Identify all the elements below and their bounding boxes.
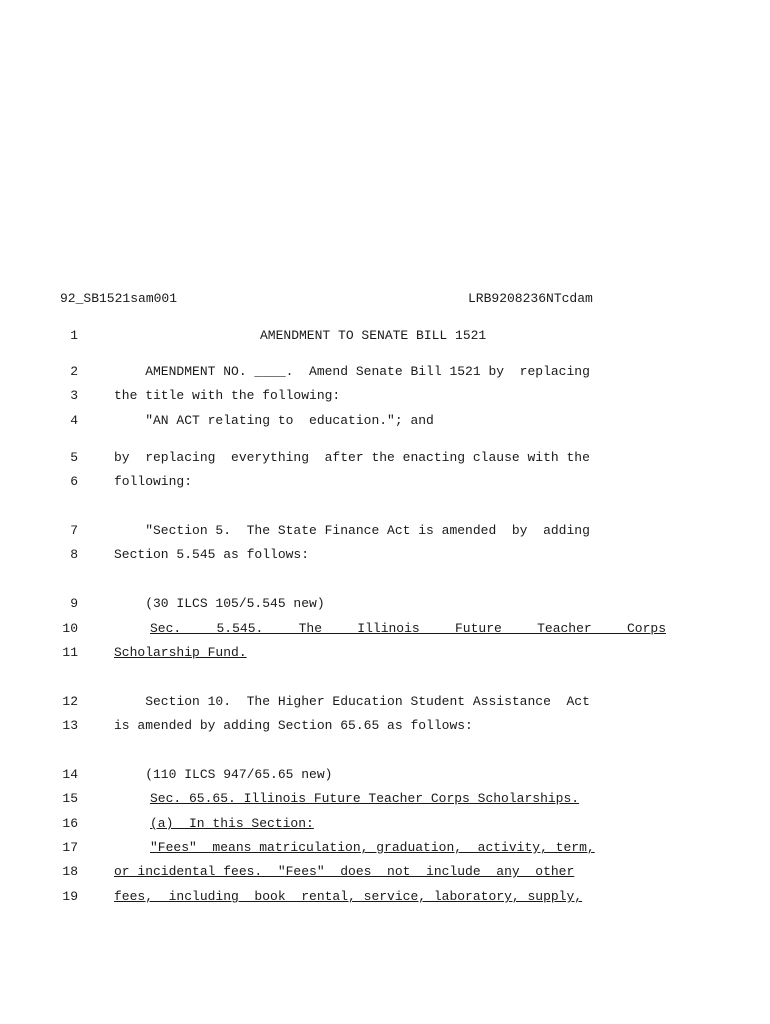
document-line xyxy=(0,547,770,565)
line-text: Section 5.545 as follows: xyxy=(114,547,310,562)
document-line xyxy=(0,364,770,382)
document-line xyxy=(0,889,770,907)
line-number: 19 xyxy=(62,889,78,904)
line-text: is amended by adding Section 65.65 as follows: xyxy=(114,718,473,733)
line-number: 17 xyxy=(62,840,78,855)
line-number: 18 xyxy=(62,864,78,879)
inserted-text: Sec. 65.65. Illinois Future Teacher Corps Scholarships. xyxy=(150,791,580,806)
line-number: 4 xyxy=(70,413,78,428)
line-text: "AN ACT relating to education."; and xyxy=(114,413,434,428)
inserted-text: Sec. 5.545. The Illinois Future Teacher Corps xyxy=(150,621,666,636)
inserted-text: or incidental fees. "Fees" does not include any other xyxy=(114,864,575,879)
document-line xyxy=(0,621,770,639)
line-number: 11 xyxy=(62,645,78,660)
line-number: 2 xyxy=(70,364,78,379)
line-number: 3 xyxy=(70,388,78,403)
line-number: 6 xyxy=(70,474,78,489)
line-text: (110 ILCS 947/65.65 new) xyxy=(114,767,333,782)
line-number: 15 xyxy=(62,791,78,806)
line-number: 9 xyxy=(70,596,78,611)
line-number: 10 xyxy=(62,621,78,636)
document-line xyxy=(0,413,770,431)
document-line xyxy=(0,645,770,663)
document-line xyxy=(0,474,770,492)
document-line xyxy=(0,718,770,736)
document-id: 92_SB1521sam001 xyxy=(60,291,178,306)
line-number: 7 xyxy=(70,523,78,538)
document-line xyxy=(0,523,770,541)
document-line xyxy=(0,450,770,468)
amendment-title: AMENDMENT TO SENATE BILL 1521 xyxy=(260,328,487,343)
line-text-underlined xyxy=(150,621,666,636)
line-text: Section 10. The Higher Education Student Assistance Act xyxy=(114,694,590,709)
line-number: 8 xyxy=(70,547,78,562)
document-line xyxy=(0,840,770,858)
line-text-underlined xyxy=(150,840,595,855)
document-line xyxy=(0,328,770,346)
inserted-text: (a) In this Section: xyxy=(150,816,314,831)
inserted-text: "Fees" means matriculation, graduation, activity, term, xyxy=(150,840,595,855)
document-line xyxy=(0,596,770,614)
line-number: 14 xyxy=(62,767,78,782)
line-number: 16 xyxy=(62,816,78,831)
line-text: (30 ILCS 105/5.545 new) xyxy=(114,596,325,611)
document-line xyxy=(0,388,770,406)
document-line xyxy=(0,816,770,834)
lrb-number: LRB9208236NTcdam xyxy=(468,291,593,306)
document-line xyxy=(0,767,770,785)
line-text: AMENDMENT NO. ____. Amend Senate Bill 1521 by replacing xyxy=(114,364,590,379)
line-number: 1 xyxy=(70,328,78,343)
line-number: 5 xyxy=(70,450,78,465)
line-text: the title with the following: xyxy=(114,388,341,403)
line-number: 12 xyxy=(62,694,78,709)
line-text-underlined xyxy=(150,816,314,831)
inserted-text: Scholarship Fund. xyxy=(114,645,247,660)
document-line xyxy=(0,864,770,882)
line-indent xyxy=(114,621,145,636)
line-text: "Section 5. The State Finance Act is amended by adding xyxy=(114,523,590,538)
line-number: 13 xyxy=(62,718,78,733)
document-line xyxy=(0,791,770,809)
line-text: by replacing everything after the enacting clause with the xyxy=(114,450,590,465)
line-text-underlined xyxy=(150,791,579,806)
inserted-text: fees, including book rental, service, laboratory, supply, xyxy=(114,889,583,904)
document-line xyxy=(0,694,770,712)
line-text: following: xyxy=(114,474,193,489)
